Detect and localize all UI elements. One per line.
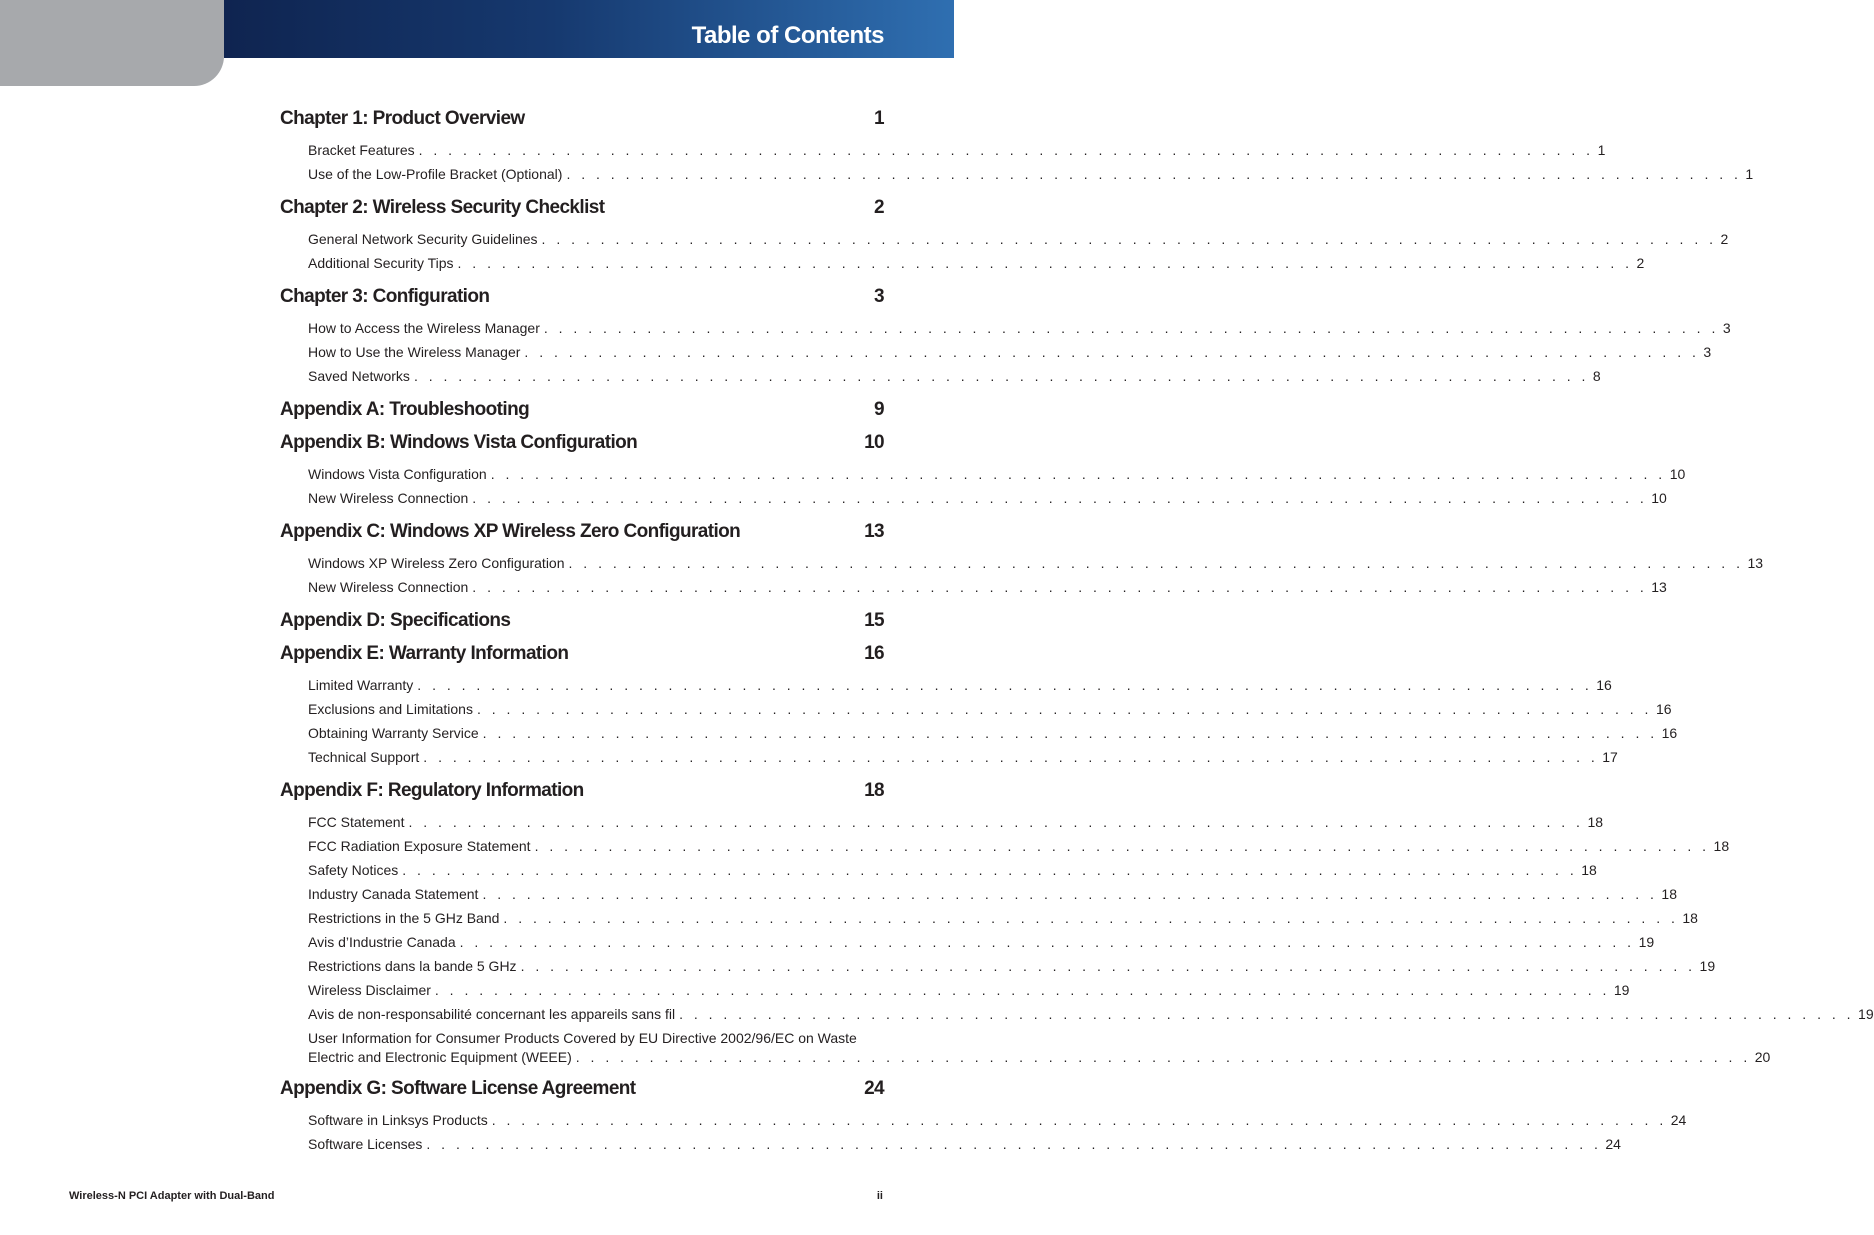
footer-page-number: ii — [876, 1190, 883, 1202]
toc-dot-leader: . . . . . . . . . . . . . . . . . . . . . . . . . . . . . . . . . . . . . . . . . . . . . . . . . . . . . . . . . . . . . . . . . . . . . . . . . . . . . . . . — [520, 958, 1696, 974]
toc-entry[interactable] — [308, 954, 1716, 978]
toc-dot-leader: . . . . . . . . . . . . . . . . . . . . . . . . . . . . . . . . . . . . . . . . . . . . . . . . . . . . . . . . . . . . . . . . . . . . . . . . . . . . . . . . — [413, 368, 1589, 384]
table-of-contents — [280, 108, 1874, 1156]
toc-entry-page: 24 — [1670, 1112, 1687, 1128]
toc-entry-page: 19 — [1638, 934, 1655, 950]
toc-entry[interactable] — [308, 721, 1678, 745]
toc-entry-page: 18 — [1713, 838, 1730, 854]
toc-dot-leader: . . . . . . . . . . . . . . . . . . . . . . . . . . . . . . . . . . . . . . . . . . . . . . . . . . . . . . . . . . . . . . . . . . . . . . . . . . . . . . . . — [472, 579, 1648, 595]
toc-entry-page: 16 — [1596, 677, 1612, 693]
toc-entry[interactable] — [308, 340, 1712, 364]
toc-entry-label: Avis de non-responsabilité concernant les appareils sans fil — [308, 1006, 676, 1022]
toc-chapter-title: Appendix C: Windows XP Wireless Zero Configuration — [280, 521, 741, 542]
toc-entry-page: 18 — [1661, 886, 1677, 902]
toc-entry[interactable] — [308, 486, 1667, 510]
toc-dot-leader: . . . . . . . . . . . . . . . . . . . . . . . . . . . . . . . . . . . . . . . . . . . . . . . . . . . . . . . . . . . . . . . . . . . . . . . . . . . . . . . . — [434, 982, 1610, 998]
toc-entry[interactable] — [308, 251, 1645, 275]
page-title: Table of Contents — [691, 22, 884, 49]
toc-entry-page: 2 — [1720, 231, 1729, 247]
toc-entry[interactable] — [308, 575, 1667, 599]
toc-dot-leader: . . . . . . . . . . . . . . . . . . . . . . . . . . . . . . . . . . . . . . . . . . . . . . . . . . . . . . . . . . . . . . . . . . . . . . . . . . . . . . . . — [541, 231, 1717, 247]
toc-entry-label: Software Licenses — [308, 1136, 423, 1152]
toc-dot-leader: . . . . . . . . . . . . . . . . . . . . . . . . . . . . . . . . . . . . . . . . . . . . . . . . . . . . . . . . . . . . . . . . . . . . . . . . . . . . . . . . — [679, 1006, 1855, 1022]
toc-entry[interactable] — [308, 810, 1604, 834]
toc-entry[interactable] — [308, 364, 1601, 388]
toc-chapter-title: Appendix A: Troubleshooting — [280, 399, 530, 420]
toc-entry-label: General Network Security Guidelines — [308, 231, 538, 247]
toc-entry-page: 24 — [1605, 1136, 1621, 1152]
toc-chapter-title: Appendix G: Software License Agreement — [280, 1078, 636, 1099]
toc-entry-label: Safety Notices — [308, 862, 399, 878]
toc-entry[interactable] — [308, 1132, 1621, 1156]
toc-entry[interactable] — [308, 745, 1618, 769]
toc-chapter-heading[interactable] — [280, 780, 884, 802]
toc-chapter-page: 24 — [864, 1078, 884, 1099]
toc-chapter-heading[interactable] — [280, 1078, 884, 1100]
toc-chapter-page: 10 — [864, 432, 884, 453]
toc-chapter-heading[interactable] — [280, 432, 884, 454]
toc-entry-label: Saved Networks — [308, 368, 410, 384]
toc-entry-page: 2 — [1636, 255, 1645, 271]
toc-entry-label: Technical Support — [308, 749, 420, 765]
toc-entry-label: Windows XP Wireless Zero Configuration — [308, 555, 565, 571]
toc-chapter-heading[interactable] — [280, 610, 884, 632]
toc-entry[interactable] — [308, 1029, 1771, 1067]
toc-entry-page: 16 — [1655, 701, 1672, 717]
toc-entry[interactable] — [308, 858, 1597, 882]
toc-entry-page: 1 — [1745, 166, 1754, 182]
toc-entry-page: 3 — [1722, 320, 1731, 336]
toc-entry-label: New Wireless Connection — [308, 579, 469, 595]
toc-chapter-page: 1 — [874, 108, 884, 129]
toc-entry-label: Restrictions dans la bande 5 GHz — [308, 958, 517, 974]
toc-dot-leader: . . . . . . . . . . . . . . . . . . . . . . . . . . . . . . . . . . . . . . . . . . . . . . . . . . . . . . . . . . . . . . . . . . . . . . . . . . . . . . . . — [476, 701, 1652, 717]
toc-dot-leader: . . . . . . . . . . . . . . . . . . . . . . . . . . . . . . . . . . . . . . . . . . . . . . . . . . . . . . . . . . . . . . . . . . . . . . . . . . . . . . . . — [472, 490, 1648, 506]
toc-dot-leader: . . . . . . . . . . . . . . . . . . . . . . . . . . . . . . . . . . . . . . . . . . . . . . . . . . . . . . . . . . . . . . . . . . . . . . . . . . . . . . . . — [490, 466, 1666, 482]
toc-entry-label: How to Access the Wireless Manager — [308, 320, 540, 336]
toc-dot-leader: . . . . . . . . . . . . . . . . . . . . . . . . . . . . . . . . . . . . . . . . . . . . . . . . . . . . . . . . . . . . . . . . . . . . . . . . . . . . . . . . — [575, 1049, 1751, 1065]
toc-entry-page: 18 — [1581, 862, 1597, 878]
toc-dot-leader: . . . . . . . . . . . . . . . . . . . . . . . . . . . . . . . . . . . . . . . . . . . . . . . . . . . . . . . . . . . . . . . . . . . . . . . . . . . . . . . . — [457, 255, 1633, 271]
toc-dot-leader: . . . . . . . . . . . . . . . . . . . . . . . . . . . . . . . . . . . . . . . . . . . . . . . . . . . . . . . . . . . . . . . . . . . . . . . . . . . . . . . . — [459, 934, 1635, 950]
toc-entry[interactable] — [308, 138, 1606, 162]
toc-chapter-page: 16 — [864, 643, 884, 664]
toc-dot-leader: . . . . . . . . . . . . . . . . . . . . . . . . . . . . . . . . . . . . . . . . . . . . . . . . . . . . . . . . . . . . . . . . . . . . . . . . . . . . . . . . — [568, 555, 1744, 571]
toc-entry-page: 10 — [1669, 466, 1686, 482]
toc-entry-label: Industry Canada Statement — [308, 886, 479, 902]
toc-chapter-title: Chapter 1: Product Overview — [280, 108, 525, 129]
toc-entry-label: Obtaining Warranty Service — [308, 725, 479, 741]
toc-entry[interactable] — [308, 1002, 1874, 1026]
toc-dot-leader: . . . . . . . . . . . . . . . . . . . . . . . . . . . . . . . . . . . . . . . . . . . . . . . . . . . . . . . . . . . . . . . . . . . . . . . . . . . . . . . . — [423, 749, 1599, 765]
toc-dot-leader: . . . . . . . . . . . . . . . . . . . . . . . . . . . . . . . . . . . . . . . . . . . . . . . . . . . . . . . . . . . . . . . . . . . . . . . . . . . . . . . . — [491, 1112, 1667, 1128]
toc-dot-leader: . . . . . . . . . . . . . . . . . . . . . . . . . . . . . . . . . . . . . . . . . . . . . . . . . . . . . . . . . . . . . . . . . . . . . . . . . . . . . . . . — [534, 838, 1710, 854]
toc-entry[interactable] — [308, 162, 1754, 186]
toc-chapter-page: 9 — [874, 399, 884, 420]
toc-entry[interactable] — [308, 1108, 1687, 1132]
toc-chapter-heading[interactable] — [280, 399, 884, 421]
toc-entry[interactable] — [308, 551, 1764, 575]
toc-chapter-page: 13 — [864, 521, 884, 542]
toc-entry-label: Windows Vista Configuration — [308, 466, 487, 482]
toc-entry-page: 3 — [1703, 344, 1712, 360]
toc-chapter-title: Appendix E: Warranty Information — [280, 643, 569, 664]
toc-dot-leader: . . . . . . . . . . . . . . . . . . . . . . . . . . . . . . . . . . . . . . . . . . . . . . . . . . . . . . . . . . . . . . . . . . . . . . . . . . . . . . . . — [402, 862, 1578, 878]
toc-entry-page: 17 — [1602, 749, 1618, 765]
toc-entry[interactable] — [308, 462, 1686, 486]
toc-dot-leader: . . . . . . . . . . . . . . . . . . . . . . . . . . . . . . . . . . . . . . . . . . . . . . . . . . . . . . . . . . . . . . . . . . . . . . . . . . . . . . . . — [418, 142, 1594, 158]
toc-entry-page: 8 — [1592, 368, 1601, 384]
toc-dot-leader: . . . . . . . . . . . . . . . . . . . . . . . . . . . . . . . . . . . . . . . . . . . . . . . . . . . . . . . . . . . . . . . . . . . . . . . . . . . . . . . . — [524, 344, 1700, 360]
toc-chapter-title: Appendix D: Specifications — [280, 610, 511, 631]
toc-entry-label: How to Use the Wireless Manager — [308, 344, 521, 360]
toc-entry[interactable] — [308, 930, 1655, 954]
toc-chapter-title: Chapter 3: Configuration — [280, 286, 490, 307]
toc-entry[interactable] — [308, 906, 1698, 930]
toc-entry[interactable] — [308, 882, 1677, 906]
toc-dot-leader: . . . . . . . . . . . . . . . . . . . . . . . . . . . . . . . . . . . . . . . . . . . . . . . . . . . . . . . . . . . . . . . . . . . . . . . . . . . . . . . . — [566, 166, 1742, 182]
toc-entry-page: 13 — [1651, 579, 1667, 595]
footer-product-name: Wireless-N PCI Adapter with Dual-Band — [69, 1190, 275, 1202]
toc-entry-label: Additional Security Tips — [308, 255, 454, 271]
toc-entry-page: 19 — [1613, 982, 1630, 998]
toc-entry-page: 13 — [1747, 555, 1764, 571]
toc-chapter-title: Appendix F: Regulatory Information — [280, 780, 584, 801]
toc-chapter-page: 18 — [864, 780, 884, 801]
toc-dot-leader: . . . . . . . . . . . . . . . . . . . . . . . . . . . . . . . . . . . . . . . . . . . . . . . . . . . . . . . . . . . . . . . . . . . . . . . . . . . . . . . . — [543, 320, 1719, 336]
toc-entry[interactable] — [308, 697, 1672, 721]
toc-entry-label: Exclusions and Limitations — [308, 701, 473, 717]
header-gray-tab — [0, 0, 224, 86]
toc-entry-page: 20 — [1754, 1049, 1771, 1065]
toc-entry[interactable] — [308, 978, 1630, 1002]
toc-entry-label: User Information for Consumer Products Covered by EU Directive 2002/96/EC on Waste — [308, 1030, 857, 1046]
toc-dot-leader: . . . . . . . . . . . . . . . . . . . . . . . . . . . . . . . . . . . . . . . . . . . . . . . . . . . . . . . . . . . . . . . . . . . . . . . . . . . . . . . . — [482, 725, 1658, 741]
toc-entry[interactable] — [308, 834, 1730, 858]
toc-chapter-heading[interactable] — [280, 108, 884, 130]
toc-entry-page: 18 — [1587, 814, 1604, 830]
toc-entry-page: 19 — [1858, 1006, 1874, 1022]
toc-entry-label: Limited Warranty — [308, 677, 414, 693]
toc-entry[interactable] — [308, 227, 1729, 251]
toc-chapter-heading[interactable] — [280, 643, 884, 665]
toc-chapter-page: 3 — [874, 286, 884, 307]
toc-entry-label: FCC Statement — [308, 814, 405, 830]
toc-entry-label: Bracket Features — [308, 142, 415, 158]
toc-chapter-heading[interactable] — [280, 197, 884, 219]
toc-entry[interactable] — [308, 316, 1731, 340]
toc-chapter-heading[interactable] — [280, 521, 884, 543]
toc-dot-leader: . . . . . . . . . . . . . . . . . . . . . . . . . . . . . . . . . . . . . . . . . . . . . . . . . . . . . . . . . . . . . . . . . . . . . . . . . . . . . . . . — [482, 886, 1658, 902]
toc-chapter-title: Appendix B: Windows Vista Configuration — [280, 432, 638, 453]
toc-entry-label: Wireless Disclaimer — [308, 982, 431, 998]
header-bar — [224, 0, 954, 58]
toc-entry-page: 18 — [1682, 910, 1698, 926]
toc-dot-leader: . . . . . . . . . . . . . . . . . . . . . . . . . . . . . . . . . . . . . . . . . . . . . . . . . . . . . . . . . . . . . . . . . . . . . . . . . . . . . . . . — [417, 677, 1593, 693]
toc-chapter-page: 2 — [874, 197, 884, 218]
toc-entry-label-continued: Electric and Electronic Equipment (WEEE) — [308, 1049, 572, 1065]
toc-dot-leader: . . . . . . . . . . . . . . . . . . . . . . . . . . . . . . . . . . . . . . . . . . . . . . . . . . . . . . . . . . . . . . . . . . . . . . . . . . . . . . . . — [503, 910, 1679, 926]
toc-entry-label: Avis d’Industrie Canada — [308, 934, 456, 950]
toc-chapter-heading[interactable] — [280, 286, 884, 308]
toc-entry-label: Use of the Low-Profile Bracket (Optional) — [308, 166, 563, 182]
toc-chapter-title: Chapter 2: Wireless Security Checklist — [280, 197, 605, 218]
toc-chapter-page: 15 — [864, 610, 884, 631]
toc-entry-label: Restrictions in the 5 GHz Band — [308, 910, 500, 926]
toc-entry-page: 1 — [1597, 142, 1606, 158]
toc-entry[interactable] — [308, 673, 1612, 697]
toc-entry-page: 19 — [1699, 958, 1716, 974]
toc-dot-leader: . . . . . . . . . . . . . . . . . . . . . . . . . . . . . . . . . . . . . . . . . . . . . . . . . . . . . . . . . . . . . . . . . . . . . . . . . . . . . . . . — [426, 1136, 1602, 1152]
toc-entry-page: 10 — [1651, 490, 1667, 506]
toc-entry-label: FCC Radiation Exposure Statement — [308, 838, 531, 854]
toc-entry-page: 16 — [1661, 725, 1678, 741]
toc-entry-label: New Wireless Connection — [308, 490, 469, 506]
toc-dot-leader: . . . . . . . . . . . . . . . . . . . . . . . . . . . . . . . . . . . . . . . . . . . . . . . . . . . . . . . . . . . . . . . . . . . . . . . . . . . . . . . . — [408, 814, 1584, 830]
toc-entry-label: Software in Linksys Products — [308, 1112, 488, 1128]
